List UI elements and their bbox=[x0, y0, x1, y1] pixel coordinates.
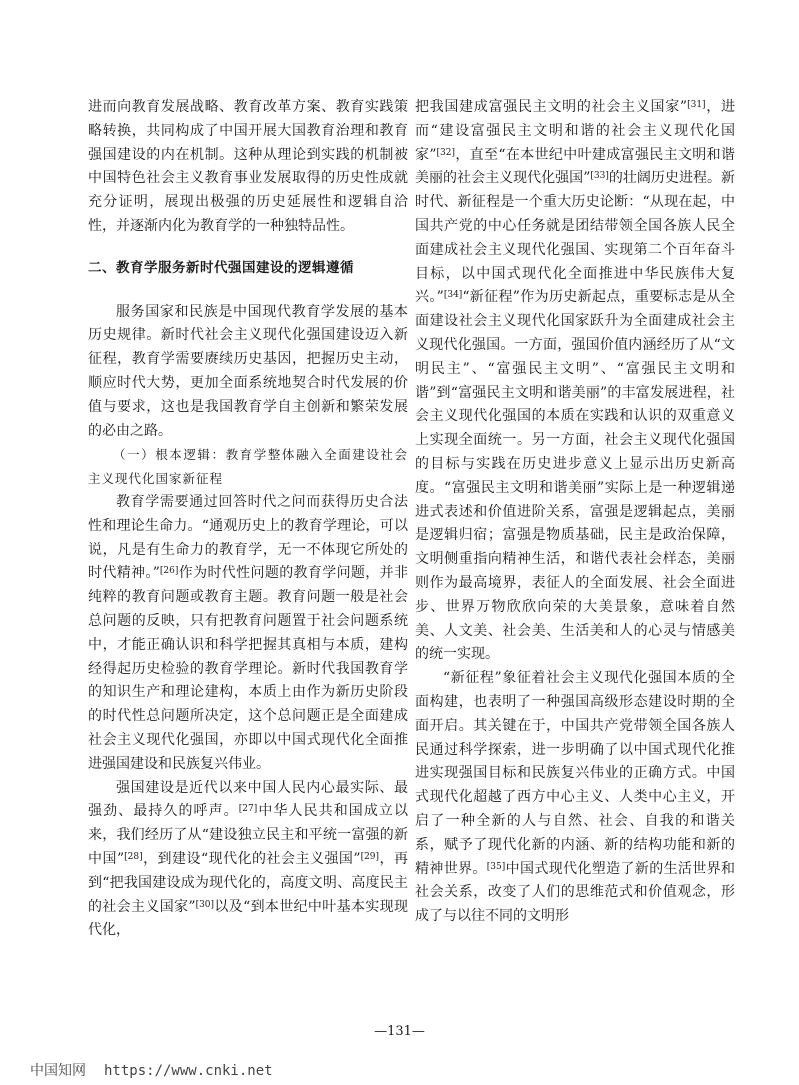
paragraph bbox=[88, 777, 408, 944]
text-run: 以及“到本世纪中叶基本实现现代化， bbox=[88, 898, 408, 939]
citation-ref: [27] bbox=[238, 804, 258, 815]
text-run: “新征程”象征着社会主义现代化强国本质的全面构建，也表明了一种强国高级形态建设时期的全面开启。其关键在于，中国共产党带领全国各族人民通过科学探索，进一步明确了以中国式现代化推进实现强国目标和民族复兴伟业的正确方式。中国式现代化超越了西方中心主义、人类中心主义，开启了一种全新的人与自然、社会、自我的和谐关系，赋予了现代化新的内涵、新的结构功能和新的精神世界。 bbox=[415, 670, 735, 877]
citation-ref: [33] bbox=[590, 171, 609, 182]
text-run: 中华人民共和国成立以来，我们经历了从“建设独立民主和平统一富强的新中国” bbox=[88, 803, 409, 867]
text-run: ，再到“把我国建设成为现代化的，高度文明、高度民主的社会主义国家” bbox=[88, 850, 408, 915]
citation-ref: [35] bbox=[486, 861, 506, 872]
citation-ref: [32] bbox=[436, 147, 455, 158]
left-column bbox=[88, 96, 408, 943]
paragraph bbox=[415, 667, 735, 929]
text-run: 把我国建成富强民主文明的社会主义国家” bbox=[415, 99, 688, 115]
watermark-url: https://www.cnki.net bbox=[104, 1063, 273, 1079]
paragraph: 进而向教育发展战略、教育改革方案、教育实践策略转换，共同构成了中国开展大国教育治理和教育强国建设的内在机制。这种从理论到实践的机制被中国特色社会主义教育事业发展取得的历史性成就充分证明，展现出极强的历史延展性和逻辑自洽性，并逐渐内化为教育学的一种独特品性。 bbox=[88, 99, 408, 234]
citation-ref: [30] bbox=[195, 899, 215, 910]
watermark-name: 中国知网 bbox=[30, 1063, 86, 1079]
text-run: ，进而“建设富强民主文明和谐的社会主义现代化国家” bbox=[415, 99, 736, 163]
paragraph: 服务国家和民族是中国现代教育学发展的基本历史规律。新时代社会主义现代化强国建设迈入新征程，教育学需要赓续历史基因，把握历史主动，顺应时代大势，更加全面系统地契合时代发展的价值与要求，这也是我国教育学自主创新和繁荣发展的必由之路。 bbox=[88, 303, 408, 439]
section-heading: 二、教育学服务新时代强国建设的逻辑遵循 bbox=[88, 259, 354, 276]
subsection-heading: （一）根本逻辑：教育学整体融入全面建设社会主义现代化国家新征程 bbox=[88, 447, 408, 487]
citation-ref: [34] bbox=[443, 290, 463, 301]
text-run: 作为时代性问题的教育学问题，并非纯粹的教育问题或教育主题。教育问题一般是社会总问题的反映，只有把教育问题置于社会问题系统中，才能正确认识和科学把握其真相与本质，建构经得起历史检验的教育学理论。新时代我国教育学的知识生产和理论建构，本质上由作为新历史阶段的时代性总问题所决定，这个总问题正是全面建成社会主义现代化强国，亦即以中国式现代化全面推进强国建设和民族复兴伟业。 bbox=[88, 565, 408, 772]
text-run: ，到建设“现代化的社会主义强国” bbox=[142, 850, 361, 867]
text-run: ，直至“在本世纪中叶建成富强民主文明和谐美丽的社会主义现代化强国” bbox=[415, 146, 735, 187]
paragraph bbox=[415, 96, 735, 667]
citation-ref: [28] bbox=[124, 851, 143, 862]
text-run: 教育学需要通过回答时代之问而获得历史合法性和理论生命力。“通观历史上的教育学理论，可以说，凡是有生命力的教育学，无一不体现它所处的时代精神。” bbox=[88, 493, 408, 582]
paragraph bbox=[88, 491, 408, 777]
right-column bbox=[415, 96, 735, 929]
citation-ref: [31] bbox=[687, 100, 706, 110]
citation-ref: [26] bbox=[159, 566, 179, 577]
cnki-watermark bbox=[30, 1060, 273, 1080]
text-run: 的壮阔历史进程。新时代、新征程是一个重大历史论断：“从现在起，中国共产党的中心任务就是团结带领全国各族人民全面建成社会主义现代化强国、实现第二个百年奋斗目标，以中国式现代化全面推进中华民族伟大复兴。” bbox=[415, 170, 735, 306]
page-number: —131— bbox=[374, 1024, 425, 1039]
text-run: 强国建设是近代以来中国人民内心最实际、最强劲、最持久的呼声。 bbox=[88, 779, 408, 820]
text-run: “新征程”作为历史新起点，重要标志是从全面建设社会主义现代化国家跃升为全面建成社会主义现代化强国。一方面，强国价值内涵经历了从“文明民主”、“富强民主文明”、“富强民主文明和谐”到“富强民主文明和谐美丽”的丰富发展进程，社会主义现代化强国的本质在实践和认识的双重意义上实现全面统一。另一方面，社会主义现代化强国的目标与实践在历史进步意义上显示出历史新高度。“富强民主文明和谐美丽”实际上是一种逻辑递进式表述和价值进阶关系，富强是逻辑起点，美丽是逻辑归宿；富强是物质基础，民主是政治保障，文明侧重指向精神生活，和谐代表社会样态，美丽则作为最高境界，表征人的全面发展、社会全面进步、世界万物欣欣向荣的大美景象，意味着自然美、人文美、社会美、生活美和人的心灵与情感美的统一实现。 bbox=[415, 289, 735, 663]
text-run: 中国式现代化塑造了新的生活世界和社会关系，改变了人们的思维范式和价值观念，形成了与以往不同的文明形 bbox=[415, 860, 736, 925]
citation-ref: [29] bbox=[360, 851, 380, 862]
